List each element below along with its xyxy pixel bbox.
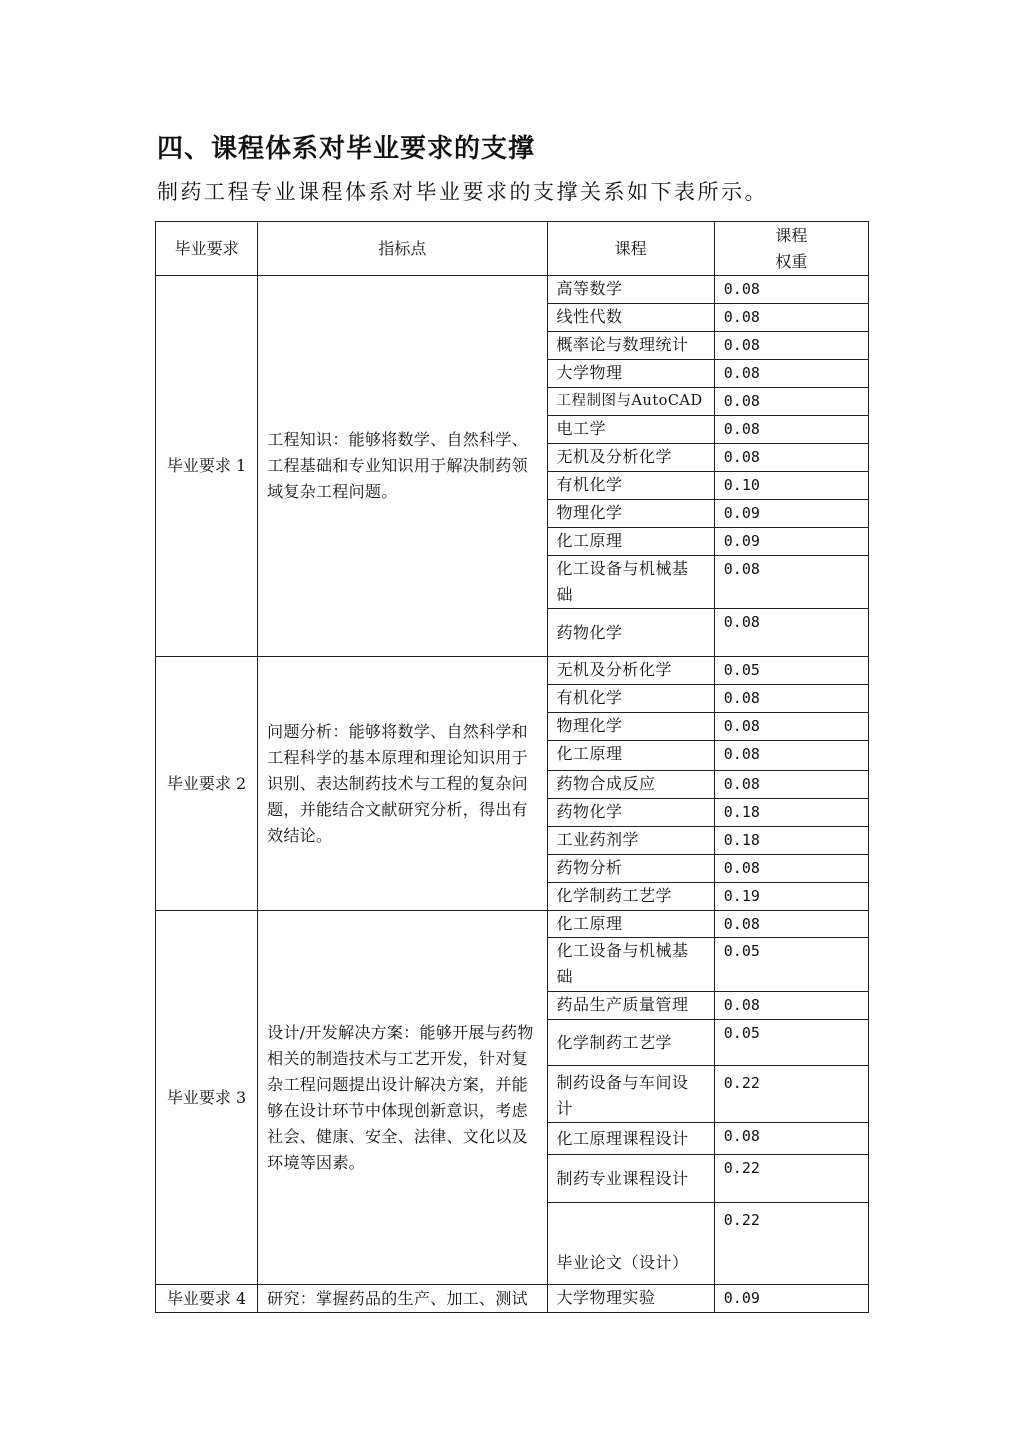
requirement-cell: 毕业要求 3	[156, 911, 258, 1285]
section-title: 四、课程体系对毕业要求的支撑	[157, 134, 536, 164]
weight-cell: 0.08	[714, 332, 868, 360]
course-cell: 化工原理	[547, 911, 714, 938]
course-cell: 毕业论文（设计）	[547, 1203, 714, 1285]
course-cell: 制药专业课程设计	[547, 1155, 714, 1203]
course-cell: 化工设备与机械基础	[547, 556, 714, 609]
course-cell: 线性代数	[547, 304, 714, 332]
weight-cell: 0.08	[714, 855, 868, 883]
weight-cell: 0.05	[714, 938, 868, 992]
header-indicator: 指标点	[258, 222, 547, 276]
course-cell: 高等数学	[547, 276, 714, 304]
course-cell: 药物化学	[547, 609, 714, 657]
course-cell: 药物分析	[547, 855, 714, 883]
course-cell: 药品生产质量管理	[547, 992, 714, 1020]
course-cell: 无机及分析化学	[547, 657, 714, 685]
weight-cell: 0.08	[714, 609, 868, 657]
header-course: 课程	[547, 222, 714, 276]
intro-paragraph: 制药工程专业课程体系对毕业要求的支撑关系如下表所示。	[157, 180, 768, 204]
support-matrix-table	[155, 221, 869, 1313]
course-cell: 制药设备与车间设计	[547, 1066, 714, 1123]
header-weight-line1: 课程	[775, 225, 808, 245]
course-cell: 有机化学	[547, 472, 714, 500]
course-cell: 电工学	[547, 416, 714, 444]
course-cell: 概率论与数理统计	[547, 332, 714, 360]
course-cell: 无机及分析化学	[547, 444, 714, 472]
weight-cell: 0.08	[714, 556, 868, 609]
header-weight-line2: 权重	[775, 251, 808, 271]
indicator-cell: 研究：掌握药品的生产、加工、测试	[258, 1285, 547, 1313]
weight-cell: 0.08	[714, 771, 868, 799]
weight-cell: 0.08	[714, 992, 868, 1020]
weight-cell: 0.08	[714, 685, 868, 713]
weight-cell: 0.09	[714, 1285, 868, 1313]
weight-cell: 0.08	[714, 388, 868, 416]
weight-cell: 0.05	[714, 1020, 868, 1066]
course-cell: 大学物理	[547, 360, 714, 388]
weight-cell: 0.08	[714, 444, 868, 472]
weight-cell: 0.08	[714, 304, 868, 332]
table-row	[156, 911, 869, 938]
course-cell: 化学制药工艺学	[547, 1020, 714, 1066]
course-cell: 化工设备与机械基础	[547, 938, 714, 992]
weight-cell: 0.08	[714, 1123, 868, 1155]
indicator-cell: 设计/开发解决方案：能够开展与药物相关的制造技术与工艺开发，针对复杂工程问题提出设计解决方案，并能够在设计环节中体现创新意识，考虑社会、健康、安全、法律、文化以及环境等因素。	[258, 911, 547, 1285]
weight-cell: 0.22	[714, 1066, 868, 1123]
indicator-cell: 工程知识：能够将数学、自然科学、工程基础和专业知识用于解决制药领域复杂工程问题。	[258, 276, 547, 657]
course-cell: 化工原理	[547, 528, 714, 556]
header-requirement: 毕业要求	[156, 222, 258, 276]
weight-cell: 0.08	[714, 360, 868, 388]
indicator-cell: 问题分析：能够将数学、自然科学和工程科学的基本原理和理论知识用于识别、表达制药技术与工程的复杂问题，并能结合文献研究分析，得出有效结论。	[258, 657, 547, 911]
weight-cell: 0.08	[714, 416, 868, 444]
requirement-cell: 毕业要求 2	[156, 657, 258, 911]
course-cell: 物理化学	[547, 713, 714, 741]
table-row	[156, 657, 869, 685]
course-cell: 化学制药工艺学	[547, 883, 714, 911]
weight-cell: 0.10	[714, 472, 868, 500]
course-cell: 化工原理课程设计	[547, 1123, 714, 1155]
weight-cell: 0.18	[714, 799, 868, 827]
requirement-cell: 毕业要求 4	[156, 1285, 258, 1313]
table-row	[156, 276, 869, 304]
weight-cell: 0.22	[714, 1203, 868, 1285]
weight-cell: 0.08	[714, 741, 868, 771]
requirement-cell: 毕业要求 1	[156, 276, 258, 657]
weight-cell: 0.08	[714, 911, 868, 938]
weight-cell: 0.08	[714, 276, 868, 304]
weight-cell: 0.22	[714, 1155, 868, 1203]
weight-cell: 0.09	[714, 528, 868, 556]
course-cell: 大学物理实验	[547, 1285, 714, 1313]
course-cell: 化工原理	[547, 741, 714, 771]
weight-cell: 0.09	[714, 500, 868, 528]
course-cell: 工业药剂学	[547, 827, 714, 855]
weight-cell: 0.05	[714, 657, 868, 685]
table-header-row	[156, 222, 869, 276]
weight-cell: 0.19	[714, 883, 868, 911]
course-cell: 物理化学	[547, 500, 714, 528]
weight-cell: 0.08	[714, 713, 868, 741]
weight-cell: 0.18	[714, 827, 868, 855]
course-cell: 药物合成反应	[547, 771, 714, 799]
course-cell: 药物化学	[547, 799, 714, 827]
header-weight	[714, 222, 868, 276]
course-cell: 有机化学	[547, 685, 714, 713]
table-row	[156, 1285, 869, 1313]
course-cell: 工程制图与AutoCAD	[547, 388, 714, 416]
